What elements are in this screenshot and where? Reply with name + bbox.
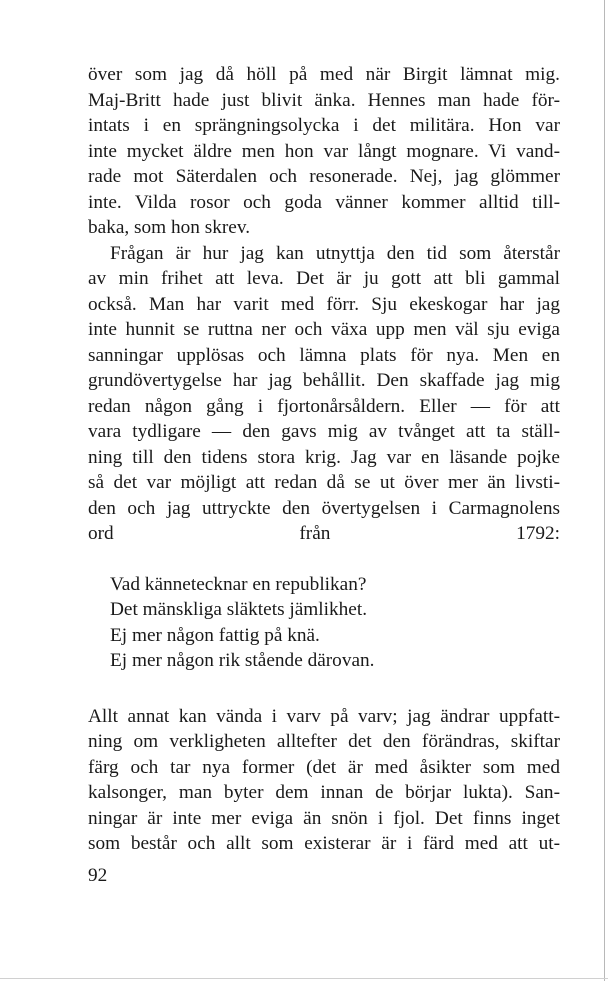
text-line: ningar är inte mer eviga än snön i fjol. Det finns inget xyxy=(88,807,560,829)
page-number: 92 xyxy=(88,865,108,886)
text-line: så det var möjligt att redan då se ut över mer än livsti- xyxy=(88,472,560,493)
page-edge-right xyxy=(604,0,605,981)
text-line: Allt annat kan vända i varv på varv; jag ändrar uppfatt- xyxy=(88,705,560,727)
verse-line: Vad kännetecknar en republikan? xyxy=(110,573,367,595)
verse-line: Det mänskliga släktets jämlikhet. xyxy=(110,599,368,620)
text-line: Maj-Britt hade just blivit änka. Hennes man hade för- xyxy=(88,89,560,111)
text-line: kalsonger, man byter dem innan de börjar lukta). San- xyxy=(88,782,560,803)
page-body xyxy=(88,62,560,857)
text-line: inte mycket äldre men hon var långt mognare. Vi vand- xyxy=(88,140,560,162)
text-line: också. Man har varit med förr. Sju ekeskogar har jag xyxy=(88,293,560,315)
text-line: Frågan är hur jag kan utnyttja den tid som återstår xyxy=(110,242,560,264)
text-line: ning till den tidens stora krig. Jag var en läsande pojke xyxy=(88,446,560,468)
text-line: av min frihet att leva. Det är ju gott att bli gammal xyxy=(88,268,560,289)
text-line: inte hunnit se ruttna ner och växa upp men väl sju eviga xyxy=(88,319,560,340)
text-line: redan någon gång i fjortonårsåldern. Eller — för att xyxy=(88,395,560,417)
text-line: ning om verkligheten alltefter det den förändras, skiftar xyxy=(88,731,560,752)
text-line: över som jag då höll på med när Birgit lämnat mig. xyxy=(88,64,560,85)
paragraph-3 xyxy=(88,704,560,857)
text-line: den och jag uttryckte den övertygelsen i Carmagnolens xyxy=(88,497,560,519)
text-line: ord från 1792: xyxy=(88,523,560,544)
paragraph-1 xyxy=(88,62,560,241)
text-line: inte. Vilda rosor och goda vänner kommer alltid till- xyxy=(88,191,560,213)
text-line: grundövertygelse har jag behållit. Den skaffade jag mig xyxy=(88,370,560,391)
text-line: som består och allt som existerar är i färd med att ut- xyxy=(88,833,560,854)
verse-stanza xyxy=(88,572,560,674)
text-line: sanningar upplösas och lämna plats för nya. Men en xyxy=(88,344,560,366)
stanza-spacing xyxy=(88,547,560,572)
text-line: rade mot Säterdalen och resonerade. Nej, jag glömmer xyxy=(88,166,560,187)
text-line: vara tydligare — den gavs mig av tvånget att ta ställ- xyxy=(88,421,560,442)
paragraph-2 xyxy=(88,241,560,547)
page-edge-bottom xyxy=(0,978,608,979)
verse-line: Ej mer någon rik stående därovan. xyxy=(110,650,375,671)
text-line: baka, som hon skrev. xyxy=(88,217,251,238)
verse-line: Ej mer någon fattig på knä. xyxy=(110,624,320,646)
text-line: färg och tar nya former (det är med åsikter som med xyxy=(88,756,560,778)
stanza-spacing xyxy=(88,674,560,704)
text-line: intats i en sprängningsolycka i det militära. Hon var xyxy=(88,115,560,136)
